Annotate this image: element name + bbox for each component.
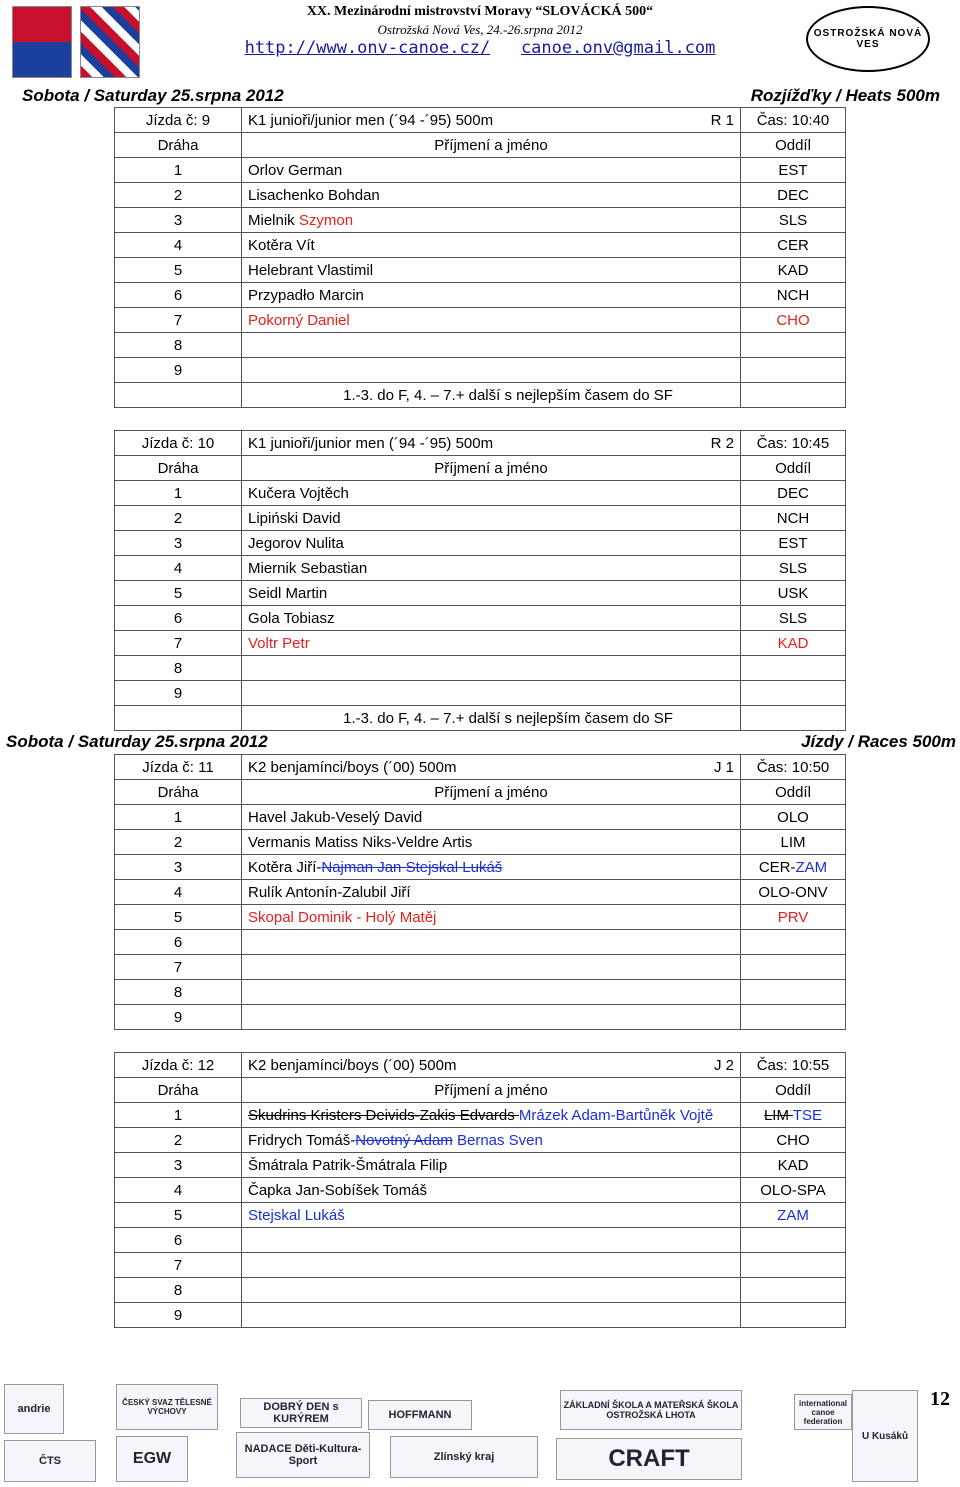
club-header: Oddíl [741, 133, 846, 158]
name-header: Příjmení a jméno [242, 133, 741, 158]
column-header-row [115, 456, 846, 481]
table-row: 6 Gola Tobiasz SLS [115, 606, 846, 631]
zlinsky-kraj-logo: Zlínský kraj [390, 1436, 538, 1478]
race-table-12 [114, 1052, 846, 1328]
heats-date: Sobota / Saturday 25.srpna 2012 [22, 86, 284, 105]
race-time: Čas: 10:55 [741, 1053, 846, 1078]
table-row: 8 [115, 1278, 846, 1303]
cstv-logo: ČESKÝ SVAZ TĚLESNÉ VÝCHOVY [116, 1384, 218, 1430]
qualification-note: 1.-3. do F, 4. – 7.+ další s nejlepším časem do SF [242, 383, 741, 408]
table-row: 7 Voltr Petr KAD [115, 631, 846, 656]
table-row: 9 [115, 681, 846, 706]
race-category: K2 benjamínci/boys (´00) 500m [248, 758, 457, 776]
race-category-cell [242, 431, 741, 456]
page-number: 12 [930, 1388, 950, 1410]
race-category-cell [242, 755, 741, 780]
table-row: 3 Kotěra Jiří-Najman Jan Stejskal Lukáš CER-ZAM [115, 855, 846, 880]
table-row: 9 [115, 358, 846, 383]
table-row: 5 Skopal Dominik - Holý Matěj PRV [115, 905, 846, 930]
qualification-note: 1.-3. do F, 4. – 7.+ další s nejlepším časem do SF [242, 706, 741, 731]
race-category: K1 junioři/junior men (´94 -´95) 500m [248, 434, 494, 452]
qualification-note-row [115, 383, 846, 408]
table-row: 4 Kotěra Vít CER [115, 233, 846, 258]
races-date: Sobota / Saturday 25.srpna 2012 [6, 732, 268, 751]
race-header-row [115, 108, 846, 133]
table-row: 1 Skudrins Kristers Deivids-Zakis Edvards Mrázek Adam-Bartůněk Vojtě LIM TSE [115, 1103, 846, 1128]
race-round: J 1 [713, 758, 734, 776]
table-row: 7 [115, 955, 846, 980]
lane-header: Dráha [115, 780, 242, 805]
column-header-row [115, 1078, 846, 1103]
table-row: 1 Kučera Vojtěch DEC [115, 481, 846, 506]
lane-header: Dráha [115, 456, 242, 481]
contact-line [230, 38, 730, 58]
table-row: 1 Orlov German EST [115, 158, 846, 183]
race-header-row [115, 431, 846, 456]
table-row: 8 [115, 980, 846, 1005]
coat-of-arms-logo [12, 6, 72, 78]
nadace-logo: NADACE Děti-Kultura-Sport [236, 1432, 370, 1478]
race-time: Čas: 10:40 [741, 108, 846, 133]
dobry-den-logo: DOBRÝ DEN s KURÝREM [240, 1398, 362, 1428]
club-logo: OSTROŽSKÁ NOVÁ VES [806, 6, 930, 72]
races-label: Jízdy / Races 500m [801, 732, 956, 751]
column-header-row [115, 133, 846, 158]
hoffmann-logo: HOFFMANN [368, 1400, 472, 1430]
race-category: K2 benjamínci/boys (´00) 500m [248, 1056, 457, 1074]
race-table-9 [114, 107, 846, 408]
lane-header: Dráha [115, 1078, 242, 1103]
zs-ostrozska-lhota-logo: ZÁKLADNÍ ŠKOLA A MATEŘSKÁ ŠKOLA OSTROŽSKÁ LHOTA [560, 1390, 742, 1430]
cts-logo: ČTS [4, 1440, 96, 1482]
table-row: 4 Čapka Jan-Sobíšek Tomáš OLO-SPA [115, 1178, 846, 1203]
table-row: 4 Miernik Sebastian SLS [115, 556, 846, 581]
race-number: Jízda č: 11 [115, 755, 242, 780]
name-header: Příjmení a jméno [242, 780, 741, 805]
table-row: 3 Mielnik Szymon SLS [115, 208, 846, 233]
table-row: 5 Stejskal Lukáš ZAM [115, 1203, 846, 1228]
race-number: Jízda č: 9 [115, 108, 242, 133]
table-row: 9 [115, 1303, 846, 1328]
column-header-row [115, 780, 846, 805]
icf-logo: international canoe federation [794, 1394, 852, 1430]
table-row: 6 Przypadło Marcin NCH [115, 283, 846, 308]
race-table-11 [114, 754, 846, 1030]
race-round: R 2 [710, 434, 734, 452]
race-header-row [115, 755, 846, 780]
table-row: 5 Seidl Martin USK [115, 581, 846, 606]
table-row: 8 [115, 656, 846, 681]
table-row: 3 Jegorov Nulita EST [115, 531, 846, 556]
table-row: 7 [115, 1253, 846, 1278]
race-category-cell [242, 1053, 741, 1078]
race-table-10 [114, 430, 846, 731]
table-row: 8 [115, 333, 846, 358]
table-row: 6 [115, 1228, 846, 1253]
andrie-logo: andrie [4, 1384, 64, 1434]
table-row: 2 Lipiński David NCH [115, 506, 846, 531]
heats-label: Rozjížďky / Heats 500m [750, 86, 940, 105]
club-header: Oddíl [741, 456, 846, 481]
table-row: 9 [115, 1005, 846, 1030]
race-number: Jízda č: 12 [115, 1053, 242, 1078]
race-category: K1 junioři/junior men (´94 -´95) 500m [248, 111, 494, 129]
table-row: 6 [115, 930, 846, 955]
table-row: 2 Fridrych Tomáš-Novotný Adam Bernas Sven CHO [115, 1128, 846, 1153]
name-header: Příjmení a jméno [242, 1078, 741, 1103]
club-header: Oddíl [741, 1078, 846, 1103]
email-link[interactable]: canoe.onv@gmail.com [520, 38, 716, 58]
table-row: 4 Rulík Antonín-Zalubil Jiří OLO-ONV [115, 880, 846, 905]
race-header-row [115, 1053, 846, 1078]
egw-logo: EGW [116, 1436, 188, 1482]
table-row: 5 Helebrant Vlastimil KAD [115, 258, 846, 283]
website-link[interactable]: http://www.onv-canoe.cz/ [244, 38, 491, 58]
moravia-flag-logo [80, 6, 140, 78]
table-row: 1 Havel Jakub-Veselý David OLO [115, 805, 846, 830]
race-time: Čas: 10:50 [741, 755, 846, 780]
table-row: 2 Lisachenko Bohdan DEC [115, 183, 846, 208]
table-row: 2 Vermanis Matiss Niks-Veldre Artis LIM [115, 830, 846, 855]
craft-logo: CRAFT [556, 1438, 742, 1480]
u-kusaku-logo: U Kusáků [852, 1390, 918, 1482]
table-row: 7 Pokorný Daniel CHO [115, 308, 846, 333]
event-title: XX. Mezinárodní mistrovství Moravy “SLOVÁCKÁ 500“ [306, 4, 654, 19]
event-subtitle: Ostrožská Nová Ves, 24.-26.srpna 2012 [377, 22, 583, 37]
lane-header: Dráha [115, 133, 242, 158]
club-header: Oddíl [741, 780, 846, 805]
qualification-note-row [115, 706, 846, 731]
race-round: R 1 [710, 111, 734, 129]
table-row: 3 Šmátrala Patrik-Šmátrala Filip KAD [115, 1153, 846, 1178]
race-round: J 2 [713, 1056, 734, 1074]
name-header: Příjmení a jméno [242, 456, 741, 481]
race-category-cell [242, 108, 741, 133]
race-number: Jízda č: 10 [115, 431, 242, 456]
race-time: Čas: 10:45 [741, 431, 846, 456]
